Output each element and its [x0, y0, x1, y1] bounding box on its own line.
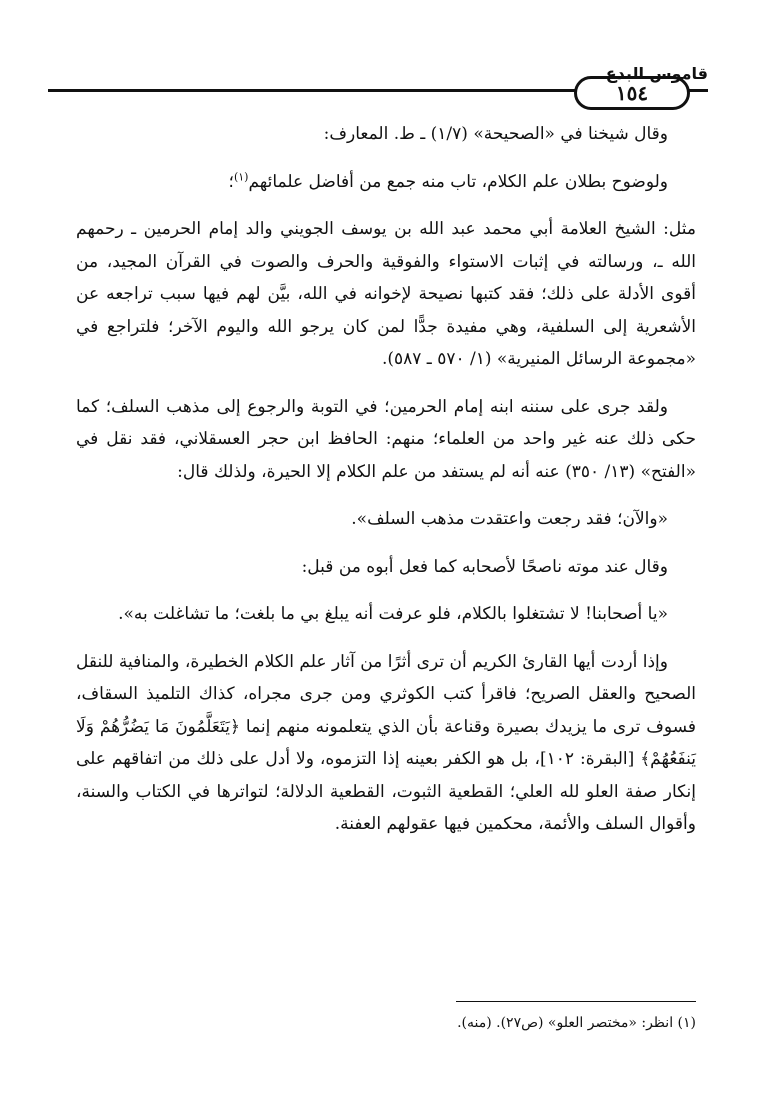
page-header: [48, 56, 708, 105]
paragraph-end-punct: ؛: [228, 171, 234, 192]
footnote-divider: [456, 1001, 696, 1002]
quote-salaf: «والآن؛ فقد رجعت واعتقدت مذهب السلف».: [351, 509, 668, 529]
footnote: (١) انظر: «مختصر العلو» (ص٢٧). (منه).: [457, 1015, 696, 1031]
paragraph-imam-haramayn: ولقد جرى على سننه ابنه إمام الحرمين؛ في التوبة والرجوع إلى مذهب السلف؛ كما حكى ذلك عنه غير واحد من العلماء؛ منهم: الحافظ ابن حجر العسقلاني، فقد نقل في «الفتح» (١٣/ ٣٥٠) عنه أنه لم يستفد من علم الكلام إلا الحيرة، ولذلك قال:: [76, 396, 696, 482]
book-title: قاموس البدع: [605, 64, 708, 83]
paragraph-kalam-repentance: [76, 166, 696, 199]
main-text: [76, 118, 696, 856]
footnote-reference: (١): [233, 169, 249, 183]
paragraph-juwayni: مثل: الشيخ العلامة أبي محمد عبد الله بن يوسف الجويني والد إمام الحرمين ـ رحمهم الله ـ، ورسالته في إثبات الاستواء والفوقية والحرف والصوت في القرآن المجيد، من أقوى الأدلة على ذلك؛ فقد كتبها نصيحة لإخوانه في الله، بيَّن لهم فيها سبب تراجعه عن الأشعرية إلى السلفية، وهي مفيدة جدًّا لمن كان يرجو الله واليوم الآخر؛ فلتراجع في «مجموعة الرسائل المنيرية» (١/ ٥٧٠ ـ ٥٨٧).: [76, 219, 696, 369]
page-number-badge: ١٥٤: [574, 76, 690, 110]
paragraph-kalam-repentance-text: ولوضوح بطلان علم الكلام، تاب منه جمع من أفاضل علمائهم: [248, 171, 668, 192]
quote-companions: «يا أصحابنا! لا تشتغلوا بالكلام، فلو عرفت أنه يبلغ بي ما بلغت؛ ما تشاغلت به».: [118, 604, 668, 624]
paragraph-death-advice: وقال عند موته ناصحًا لأصحابه كما فعل أبوه من قبل:: [301, 556, 668, 577]
paragraph-citation: وقال شيخنا في «الصحيحة» (١/٧) ـ ط. المعارف:: [323, 124, 668, 144]
paragraph-kalam-effects: وإذا أردت أيها القارئ الكريم أن ترى أثرًا من آثار علم الكلام الخطيرة، والمنافية للنقل الصحيح والعقل الصريح؛ فاقرأ كتب الكوثري ومن جرى مجراه، كذاك التلميذ السقاف، فسوف ترى ما يزيدك بصيرة وقناعة بأن الذي يتعلمونه منهم إنما ﴿يَتَعَلَّمُونَ مَا يَضُرُّهُمْ وَلَا يَنفَعُهُمْ﴾ [البقرة: ١٠٢]، بل هو الكفر بعينه إذا التزموه، ولا أدل على ذلك من اتفاقهم على إنكار صفة العلو لله العلي؛ القطعية الثبوت، القطعية الدلالة؛ لتواترها في الكتاب والسنة، وأقوال السلف والأئمة، محكمين فيها عقولهم العفنة.: [76, 651, 696, 834]
